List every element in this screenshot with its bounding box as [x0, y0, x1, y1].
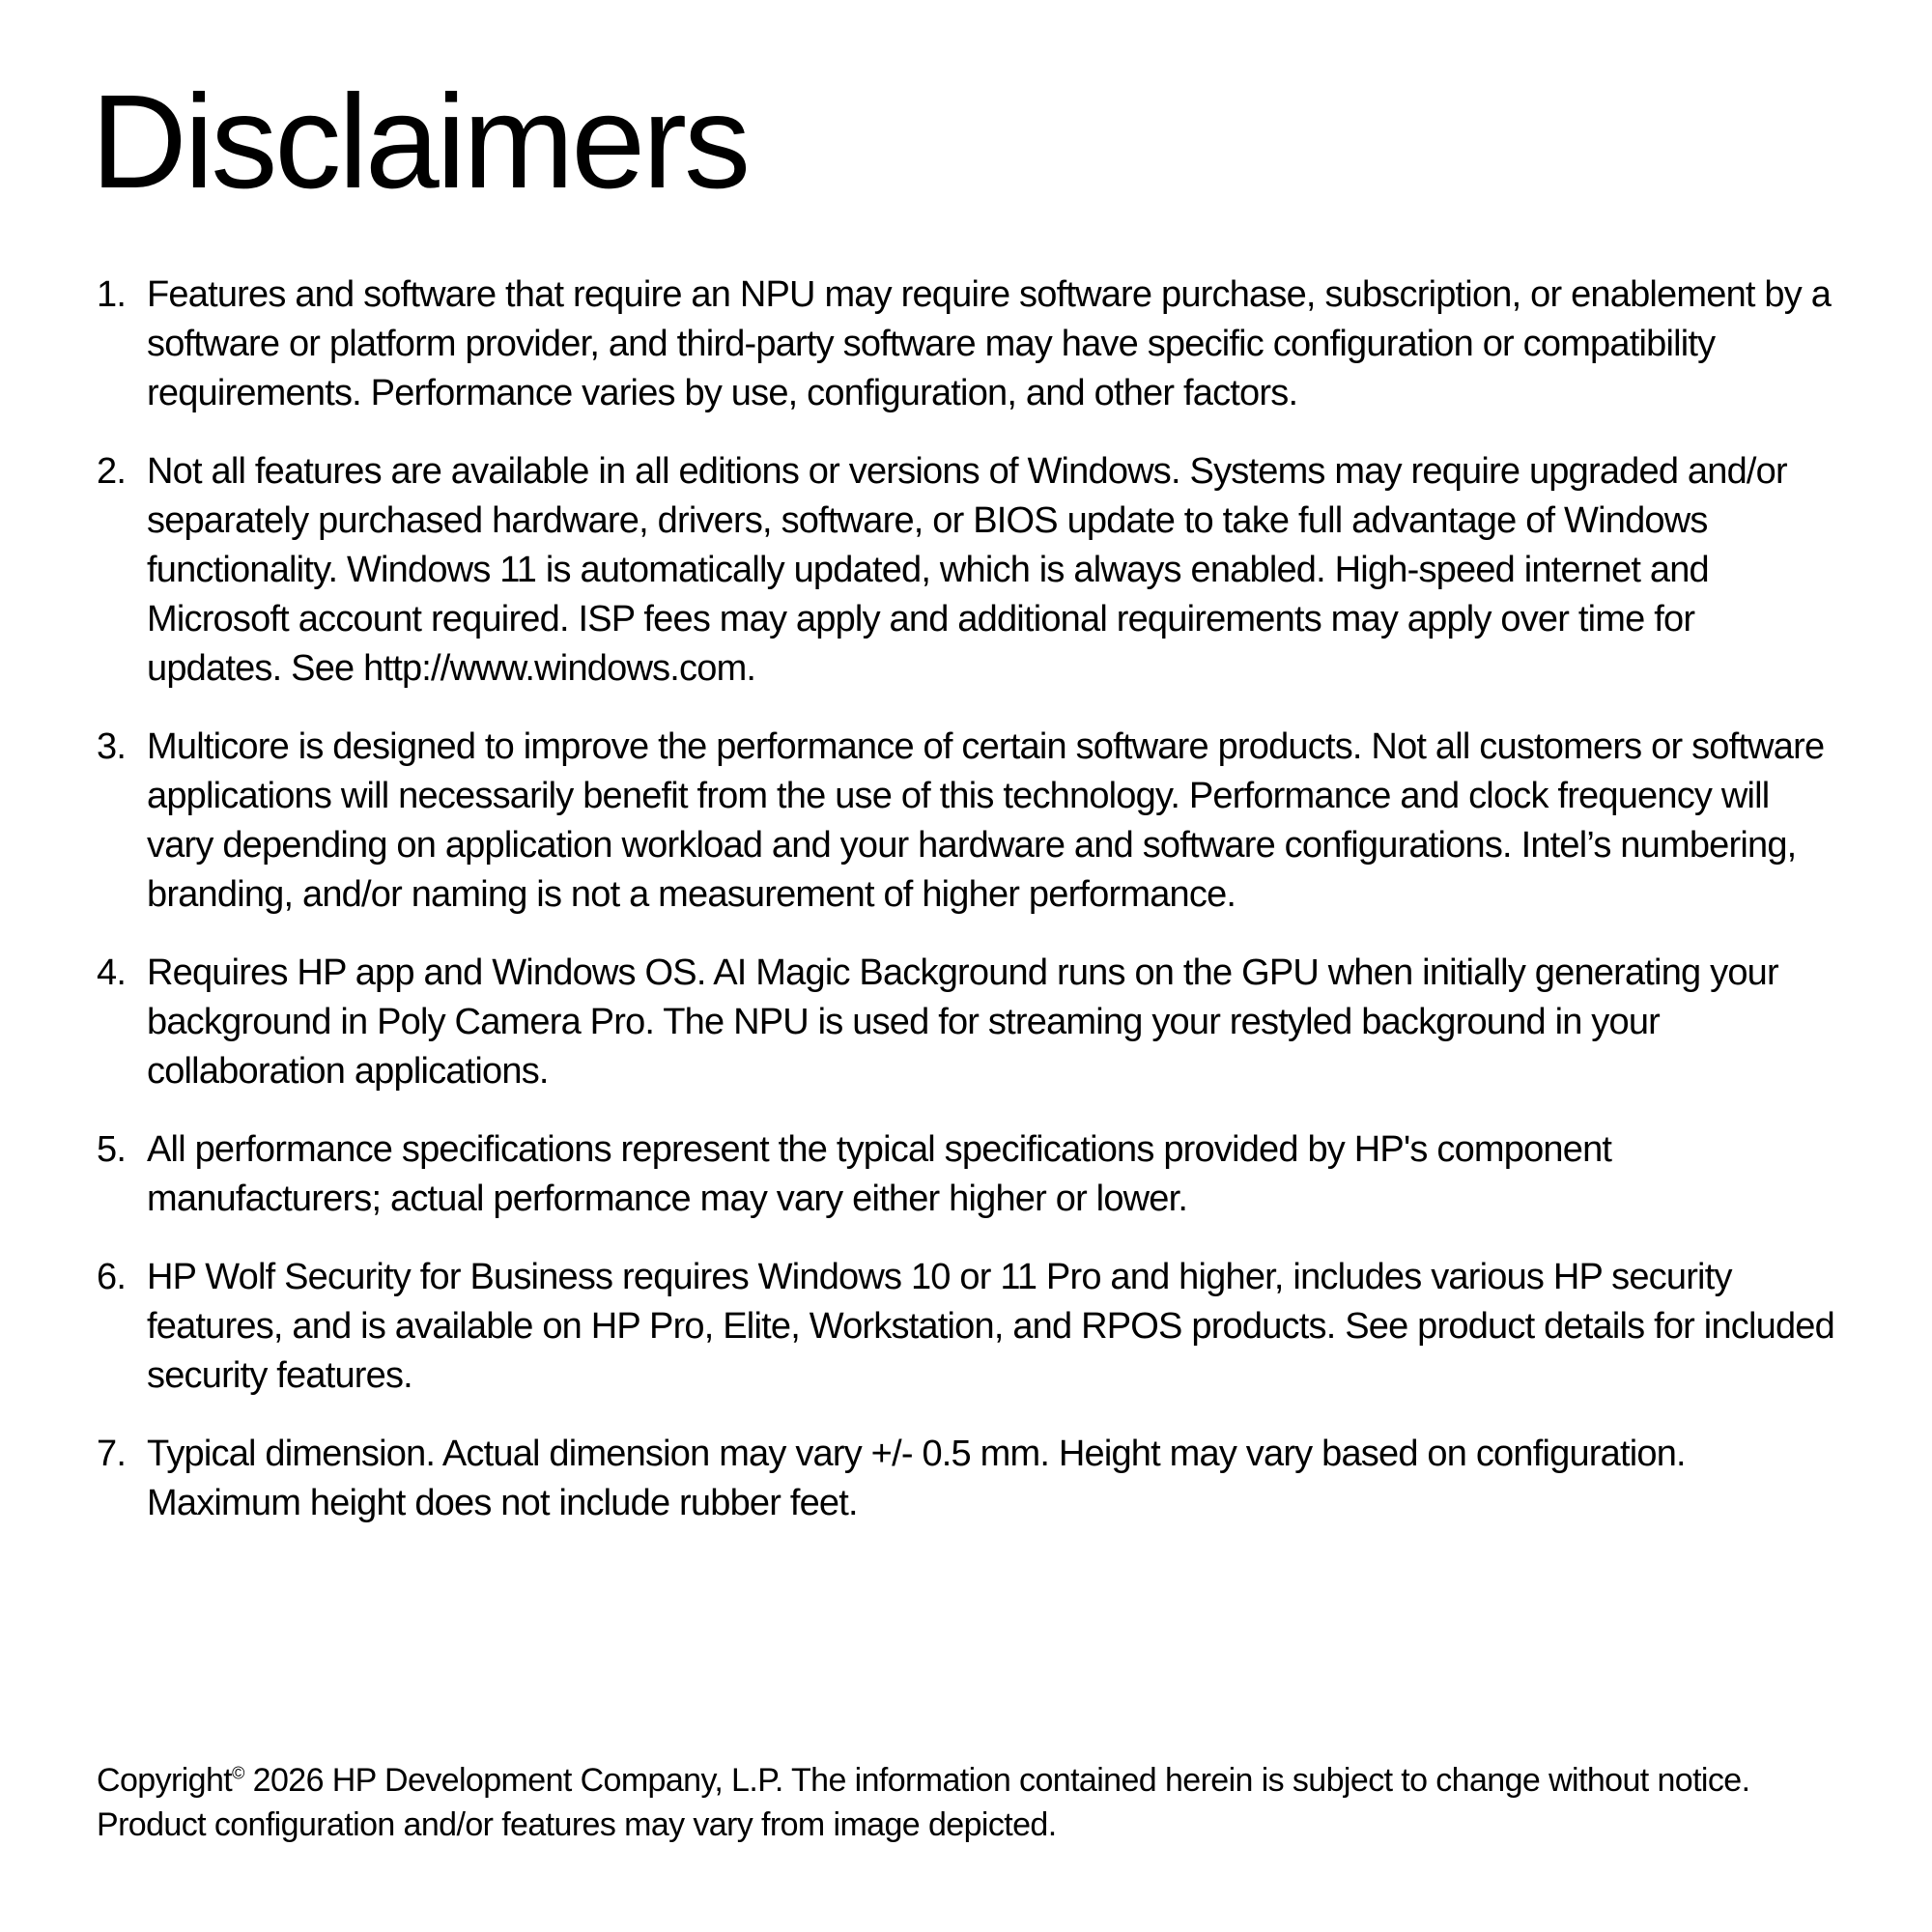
list-item [97, 1125, 1835, 1224]
list-item-text: Requires HP app and Windows OS. AI Magic Background runs on the GPU when initially generating your background in Poly Camera Pro. The NPU is used for streaming your restyled background in your collaboration applications. [147, 952, 1778, 1092]
copyright-symbol: © [232, 1763, 244, 1783]
list-item [97, 1253, 1835, 1401]
list-item [97, 1430, 1835, 1528]
list-item [97, 723, 1835, 920]
list-item-number: 4. [97, 952, 127, 993]
list-item-number: 2. [97, 451, 127, 492]
list-item-number: 7. [97, 1434, 127, 1474]
copyright-notice [97, 1758, 1835, 1847]
list-item [97, 447, 1835, 694]
copyright-text: 2026 HP Development Company, L.P. The information contained herein is subject to change without notice. Product configuration and/or features may vary from image depicted. [97, 1762, 1750, 1843]
list-item-text: HP Wolf Security for Business requires Windows 10 or 11 Pro and higher, includes various HP security features, and is available on HP Pro, Elite, Workstation, and RPOS products. See product details for included security features. [147, 1257, 1834, 1396]
list-item-number: 1. [97, 274, 127, 315]
list-item [97, 949, 1835, 1096]
list-item-text: Not all features are available in all editions or versions of Windows. Systems may require upgraded and/or separately purchased hardware, drivers, software, or BIOS update to take full advantage of Windows functionality. Windows 11 is automatically updated, which is always enabled. High-speed internet and Microsoft account required. ISP fees may apply and additional requirements may apply over time for updates. See http://www.windows.com. [147, 451, 1787, 689]
list-item-number: 5. [97, 1129, 127, 1170]
disclaimer-list [97, 270, 1835, 1557]
page-title: Disclaimers [91, 68, 749, 216]
list-item-number: 6. [97, 1257, 127, 1297]
list-item-text: All performance specifications represent the typical specifications provided by HP's component manufacturers; actual performance may vary either higher or lower. [147, 1129, 1612, 1219]
list-item-text: Typical dimension. Actual dimension may vary +/- 0.5 mm. Height may vary based on configuration. Maximum height does not include rubber feet. [147, 1434, 1686, 1523]
list-item-text: Multicore is designed to improve the performance of certain software products. Not all customers or software applications will necessarily benefit from the use of this technology. Performance and clock frequency will vary depending on application workload and your hardware and software configurations. Intel’s numbering, branding, and/or naming is not a measurement of higher performance. [147, 726, 1825, 915]
list-item [97, 270, 1835, 418]
list-item-text: Features and software that require an NPU may require software purchase, subscription, or enablement by a software or platform provider, and third-party software may have specific configuration or compatibility requirements. Performance varies by use, configuration, and other factors. [147, 274, 1832, 413]
copyright-word: Copyright [97, 1762, 233, 1799]
list-item-number: 3. [97, 726, 127, 767]
